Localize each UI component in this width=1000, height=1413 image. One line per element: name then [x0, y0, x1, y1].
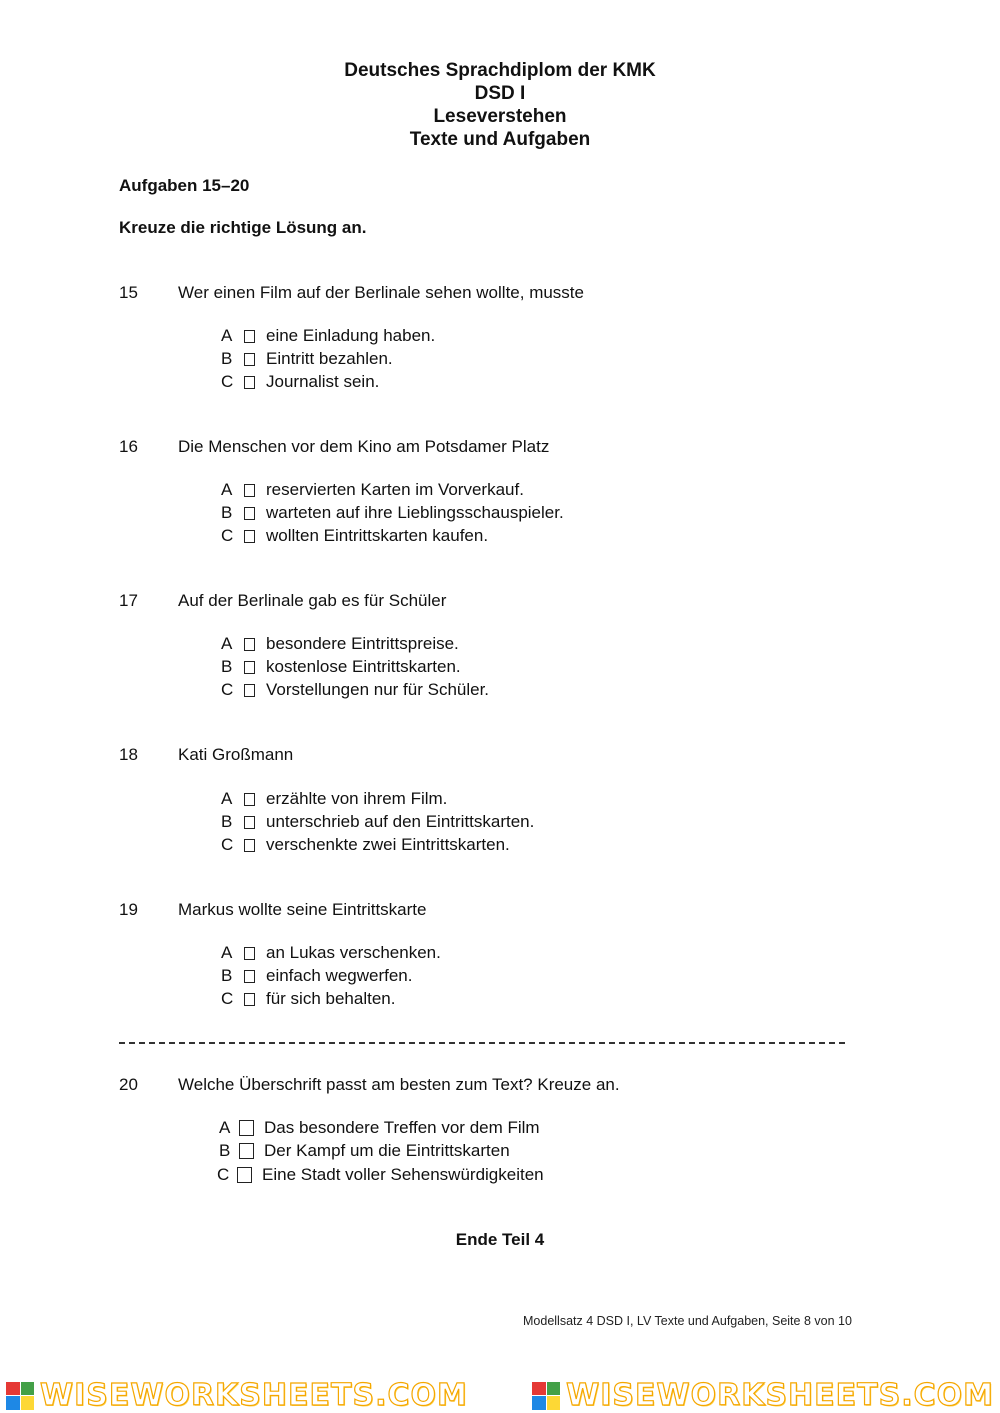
checkbox[interactable] [244, 684, 255, 697]
watermark-logo-icon [6, 1382, 34, 1410]
checkbox[interactable] [244, 993, 255, 1006]
option-text: Journalist sein. [266, 372, 380, 391]
option-letter: C [221, 989, 234, 1008]
watermark-logo-icon [532, 1382, 560, 1410]
option-row[interactable] [221, 965, 412, 987]
checkbox[interactable] [244, 376, 255, 389]
page-footer: Modellsatz 4 DSD I, LV Texte und Aufgaben, Seite 8 von 10 [523, 1314, 852, 1328]
header-subtitle: Texte und Aufgaben [409, 129, 591, 150]
checkbox[interactable] [244, 484, 255, 497]
option-row[interactable] [221, 679, 489, 701]
option-letter: A [221, 789, 233, 808]
option-text: wollten Eintrittskarten kaufen. [266, 526, 489, 545]
option-text: warteten auf ihre Lieblingsschauspieler. [266, 503, 564, 522]
option-text: besondere Eintrittspreise. [266, 634, 459, 653]
option-letter: A [221, 480, 233, 499]
checkbox[interactable] [239, 1120, 254, 1136]
question-number: 18 [119, 745, 138, 764]
question-text: Wer einen Film auf der Berlinale sehen wollte, musste [178, 283, 584, 302]
header-level: DSD I [474, 83, 526, 104]
option-text: an Lukas verschenken. [266, 943, 441, 962]
option-text: Eine Stadt voller Sehenswürdigkeiten [262, 1165, 544, 1184]
option-text: für sich behalten. [266, 989, 396, 1008]
question-number: 15 [119, 283, 138, 302]
option-letter: C [221, 835, 234, 854]
option-text: Das besondere Treffen vor dem Film [264, 1118, 540, 1137]
option-text: Vorstellungen nur für Schüler. [266, 680, 490, 699]
watermark-item [532, 1378, 994, 1413]
option-letter: B [221, 657, 233, 676]
option-row[interactable] [219, 1140, 510, 1162]
checkbox[interactable] [244, 816, 255, 829]
option-letter: B [221, 966, 233, 985]
option-row[interactable] [217, 1164, 544, 1186]
checkbox[interactable] [244, 507, 255, 520]
option-text: Eintritt bezahlen. [266, 349, 393, 368]
question-number: 17 [119, 591, 138, 610]
checkbox[interactable] [237, 1167, 252, 1183]
option-letter: B [221, 349, 233, 368]
option-letter: B [221, 812, 233, 831]
option-letter: A [221, 634, 233, 653]
option-text: reservierten Karten im Vorverkauf. [266, 480, 524, 499]
option-row[interactable] [221, 371, 379, 393]
option-letter: C [221, 526, 234, 545]
option-row[interactable] [221, 502, 564, 524]
option-letter: A [221, 326, 233, 345]
checkbox[interactable] [244, 330, 255, 343]
watermark-banner [0, 1378, 1000, 1413]
checkbox[interactable] [239, 1143, 254, 1159]
question-text: Welche Überschrift passt am besten zum Text? Kreuze an. [178, 1075, 620, 1094]
instruction: Kreuze die richtige Lösung an. [119, 218, 367, 237]
checkbox[interactable] [244, 661, 255, 674]
option-letter: B [219, 1141, 231, 1160]
checkbox[interactable] [244, 839, 255, 852]
header-section: Leseverstehen [433, 106, 567, 127]
option-row[interactable] [221, 788, 447, 810]
option-letter: C [221, 680, 234, 699]
watermark-text: WISEWORKSHEETS.COM [566, 1378, 994, 1413]
option-letter: C [221, 372, 234, 391]
end-label: Ende Teil 4 [455, 1230, 545, 1249]
checkbox[interactable] [244, 947, 255, 960]
question-number: 16 [119, 437, 138, 456]
checkbox[interactable] [244, 638, 255, 651]
dashed-divider [119, 1042, 845, 1044]
header-title: Deutsches Sprachdiplom der KMK [344, 60, 656, 81]
question-text: Markus wollte seine Eintrittskarte [178, 900, 427, 919]
option-letter: B [221, 503, 233, 522]
option-row[interactable] [219, 1117, 540, 1139]
option-row[interactable] [221, 479, 524, 501]
option-text: Der Kampf um die Eintrittskarten [264, 1141, 510, 1160]
option-row[interactable] [221, 942, 441, 964]
option-row[interactable] [221, 325, 435, 347]
option-text: verschenkte zwei Eintrittskarten. [266, 835, 510, 854]
checkbox[interactable] [244, 793, 255, 806]
option-text: kostenlose Eintrittskarten. [266, 657, 461, 676]
question-number: 19 [119, 900, 138, 919]
tasks-label: Aufgaben 15–20 [119, 176, 250, 195]
question-text: Kati Großmann [178, 745, 294, 764]
option-letter: A [221, 943, 233, 962]
checkbox[interactable] [244, 353, 255, 366]
document-header [0, 59, 1000, 151]
option-text: einfach wegwerfen. [266, 966, 413, 985]
checkbox[interactable] [244, 970, 255, 983]
option-row[interactable] [221, 811, 534, 833]
watermark-text: WISEWORKSHEETS.COM [40, 1378, 468, 1413]
question-text: Auf der Berlinale gab es für Schüler [178, 591, 447, 610]
option-row[interactable] [221, 656, 461, 678]
watermark-item [6, 1378, 468, 1413]
checkbox[interactable] [244, 530, 255, 543]
option-row[interactable] [221, 525, 488, 547]
question-number: 20 [119, 1075, 138, 1094]
option-text: eine Einladung haben. [266, 326, 436, 345]
option-letter: C [217, 1165, 230, 1184]
option-text: unterschrieb auf den Eintrittskarten. [266, 812, 535, 831]
option-letter: A [219, 1118, 231, 1137]
option-row[interactable] [221, 988, 395, 1010]
option-row[interactable] [221, 348, 393, 370]
option-row[interactable] [221, 834, 510, 856]
question-text: Die Menschen vor dem Kino am Potsdamer Platz [178, 437, 550, 456]
option-row[interactable] [221, 633, 459, 655]
option-text: erzählte von ihrem Film. [266, 789, 448, 808]
